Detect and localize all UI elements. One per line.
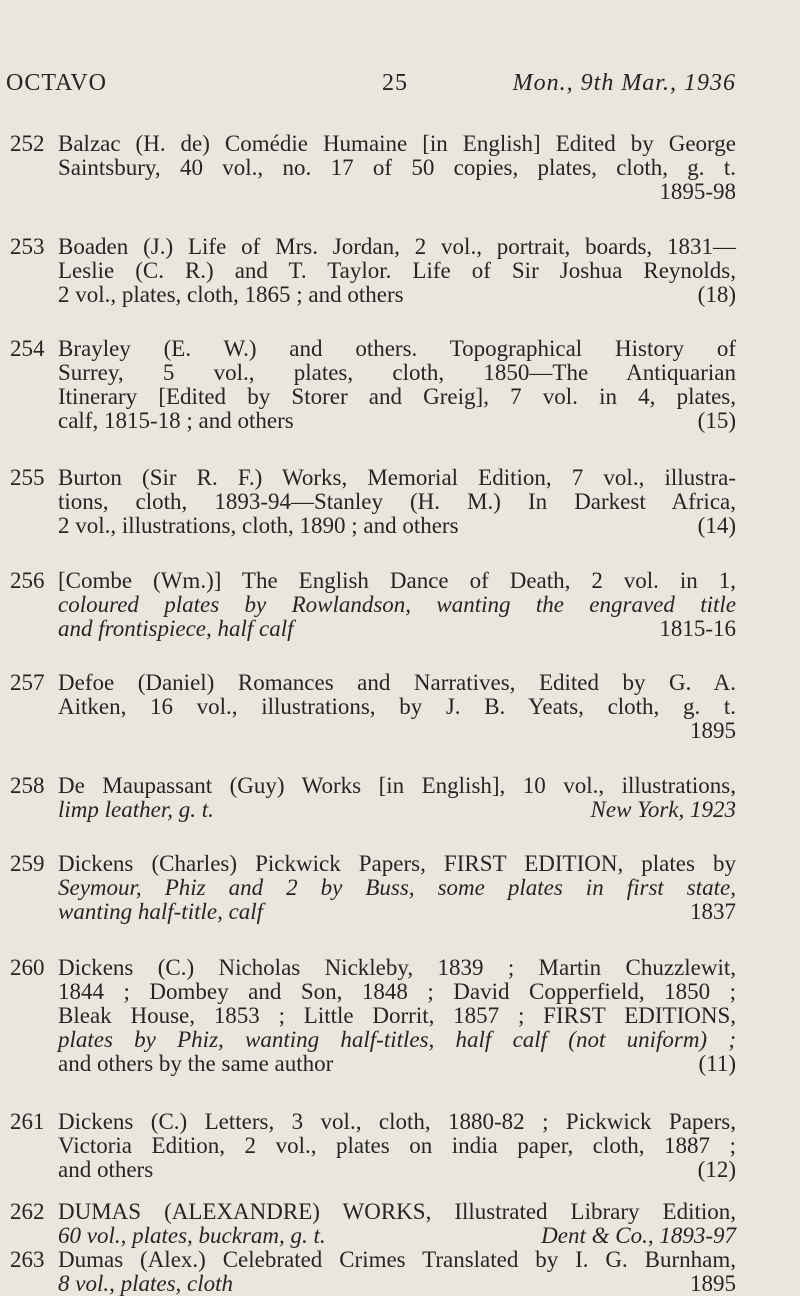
lot-line: De Maupassant (Guy) Works [in English], 10 vol., illustrations, xyxy=(58,773,736,798)
lot-tail: 1895-98 xyxy=(659,179,736,204)
lot-line: DUMAS (ALEXANDRE) WORKS, Illustrated Library Edition, xyxy=(58,1199,736,1224)
lot-line: Seymour, Phiz and 2 by Buss, some plates in first state, xyxy=(58,875,736,900)
lot-line: 2 vol., plates, cloth, 1865 ; and others xyxy=(58,282,404,307)
lot-line: and others xyxy=(58,1157,154,1182)
lot-line: Dickens (C.) Nicholas Nickleby, 1839 ; Martin Chuzzlewit, xyxy=(58,955,736,980)
lot-tail: (14) xyxy=(697,513,736,538)
lot-number: 254 xyxy=(10,336,45,361)
lot-tail: (12) xyxy=(697,1157,736,1182)
lot-line: 1844 ; Dombey and Son, 1848 ; David Copperfield, 1850 ; xyxy=(58,979,736,1004)
lot-line: Saintsbury, 40 vol., no. 17 of 50 copies, plates, cloth, g. t. xyxy=(58,155,736,180)
lot-line: 8 vol., plates, cloth xyxy=(58,1271,234,1296)
page-header xyxy=(0,70,800,110)
lot-line: calf, 1815-18 ; and others xyxy=(58,408,294,433)
lot-line: [Combe (Wm.)] The English Dance of Death, 2 vol. in 1, xyxy=(58,568,736,593)
lot-line: and frontispiece, half calf xyxy=(58,616,294,641)
lot-line: Itinerary [Edited by Storer and Greig], 7 vol. in 4, plates, xyxy=(58,384,736,409)
lot-number: 253 xyxy=(10,234,45,259)
lot-line: Surrey, 5 vol., plates, cloth, 1850—The Antiquarian xyxy=(58,360,736,385)
lot-line: Dickens (Charles) Pickwick Papers, FIRST EDITION, plates by xyxy=(58,851,736,876)
lot-line: 60 vol., plates, buckram, g. t. xyxy=(58,1223,326,1248)
lot-tail: (18) xyxy=(697,282,736,307)
lot-number: 258 xyxy=(10,773,45,798)
lot-number: 263 xyxy=(10,1247,45,1272)
lot-tail: 1895 xyxy=(690,718,736,743)
lot-number: 260 xyxy=(10,955,45,980)
lot-tail: (11) xyxy=(698,1051,736,1076)
lot-tail: 1895 xyxy=(690,1271,736,1296)
lot-line: Boaden (J.) Life of Mrs. Jordan, 2 vol., portrait, boards, 1831— xyxy=(58,234,736,259)
header-format: OCTAVO xyxy=(6,70,107,96)
lot-line: and others by the same author xyxy=(58,1051,334,1076)
lot-line: tions, cloth, 1893-94—Stanley (H. M.) In Darkest Africa, xyxy=(58,489,736,514)
lot-line: Balzac (H. de) Comédie Humaine [in English] Edited by George xyxy=(58,131,736,156)
lot-line: Defoe (Daniel) Romances and Narratives, Edited by G. A. xyxy=(58,670,736,695)
lot-tail: 1837 xyxy=(690,899,736,924)
lot-line: Bleak House, 1853 ; Little Dorrit, 1857 ; FIRST EDITIONS, xyxy=(58,1003,736,1028)
lot-line: Burton (Sir R. F.) Works, Memorial Edition, 7 vol., illustra- xyxy=(58,465,736,490)
lot-line: Aitken, 16 vol., illustrations, by J. B. Yeats, cloth, g. t. xyxy=(58,694,736,719)
lot-line: wanting half-title, calf xyxy=(58,899,264,924)
lot-line: Victoria Edition, 2 vol., plates on india paper, cloth, 1887 ; xyxy=(58,1133,736,1158)
lot-line: Dumas (Alex.) Celebrated Crimes Translated by I. G. Burnham, xyxy=(58,1247,736,1272)
lot-number: 259 xyxy=(10,851,45,876)
lot-number: 255 xyxy=(10,465,45,490)
lot-number: 256 xyxy=(10,568,45,593)
lot-line: Dickens (C.) Letters, 3 vol., cloth, 1880-82 ; Pickwick Papers, xyxy=(58,1109,736,1134)
lot-number: 262 xyxy=(10,1199,45,1224)
lot-number: 257 xyxy=(10,670,45,695)
lot-line: Brayley (E. W.) and others. Topographical History of xyxy=(58,336,736,361)
lot-line: Leslie (C. R.) and T. Taylor. Life of Sir Joshua Reynolds, xyxy=(58,258,736,283)
lot-tail: 1815-16 xyxy=(659,616,736,641)
page-number: 25 xyxy=(382,70,408,96)
lot-line: coloured plates by Rowlandson, wanting the engraved title xyxy=(58,592,736,617)
lot-tail: New York, 1923 xyxy=(590,797,736,822)
lot-line: plates by Phiz, wanting half-titles, half calf (not uniform) ; xyxy=(58,1027,736,1052)
sale-date: Mon., 9th Mar., 1936 xyxy=(512,70,736,96)
lot-number: 261 xyxy=(10,1109,45,1134)
lot-tail: (15) xyxy=(697,408,736,433)
lot-line: limp leather, g. t. xyxy=(58,797,214,822)
lot-tail: Dent & Co., 1893-97 xyxy=(541,1223,736,1248)
lot-line: 2 vol., illustrations, cloth, 1890 ; and others xyxy=(58,513,459,538)
lot-number: 252 xyxy=(10,131,45,156)
